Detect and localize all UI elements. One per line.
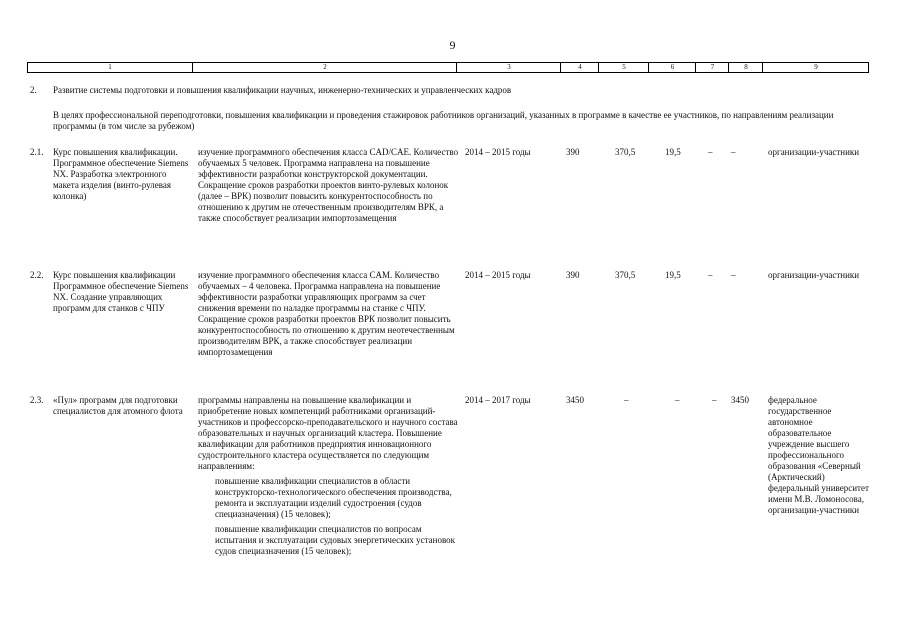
row-value-6: – — [675, 395, 680, 405]
row-value-8: – — [731, 270, 736, 280]
row-value-6: 19,5 — [665, 147, 681, 157]
row-period: 2014 – 2017 годы — [465, 395, 531, 405]
section-intro: В целях профессиональной переподготовки, повышения квалификации и проведения стажировок работников организаций, указанных в программе в качестве ее участников, по направлениям реализации программы (в том числе за рубежом) — [53, 110, 834, 131]
column-number-1: 1 — [108, 63, 112, 71]
row-value-7: – — [708, 147, 713, 157]
row-number: 2.1. — [30, 147, 44, 157]
row-executors: организации-участники — [768, 147, 860, 157]
section-title: Развитие системы подготовки и повышения квалификации научных, инженерно-технических и управленческих кадров — [53, 85, 512, 95]
row-value-6: 19,5 — [665, 270, 681, 280]
row-value-total: 390 — [566, 270, 580, 280]
column-number-9: 9 — [762, 63, 869, 72]
row-executors: федеральное государственное автономное образовательное учреждение высшего профессионального образования «Северный (Арктический) федеральный университет имени М.В. Ломоносова, организации-участники — [768, 395, 869, 515]
row-number: 2.3. — [30, 395, 44, 405]
column-number-7: 7 — [695, 63, 729, 72]
column-number-8: 8 — [728, 63, 763, 72]
column-number-5: 5 — [598, 63, 649, 72]
column-number-6: 6 — [648, 63, 696, 72]
row-description: изучение программного обеспечения класса CAM. Количество обучаемых – 4 человека. Программа направлена на повышение эффективности разработки управляющих программ за счет снижения времени по наладке программы на станке с ЧПУ. Сокращение сроков разработки проектов ВРК позволит повысить конкурентоспособность по отношению к другим неотечественным производителям ВРК, а также способствует реализации импортозамещения — [198, 270, 455, 357]
row-sub-item: повышение квалификации специалистов по вопросам испытания и эксплуатации судовых энергетических установок судов специазначения (15 человек); — [215, 524, 456, 556]
row-sub-item: повышение квалификации специалистов в области конструкторско-технологического обеспечения производства, ремонта и эксплуатации изделий судостроения (судов специазначения) (15 человек); — [215, 476, 452, 519]
column-number-row — [27, 62, 869, 73]
row-value-8: 3450 — [731, 395, 749, 405]
row-description: изучение программного обеспечения класса CAD/CAE. Количество обучаемых 5 человек. Программа направлена на повышение эффективности разработки конструкторской документации. Сокращение сроков разработки проектов винто-рулевых колонок (далее – ВРК) позволит повысить конкурентоспособность по отношению к другим не отечественным производителям ВРК, а также способствует реализации импортозамещения — [198, 147, 459, 223]
row-number: 2.2. — [30, 270, 44, 280]
row-period: 2014 – 2015 годы — [465, 270, 531, 280]
page-number: 9 — [449, 38, 456, 52]
row-name: Курс повышения квалификации. Программное обеспечение Siemens NX. Разработка электронного макета изделия (винто-рулевая колонка) — [53, 147, 189, 201]
row-value-total: 3450 — [566, 395, 584, 405]
row-description: программы направлены на повышение квалификации и приобретение новых компетенций работниками организаций-участников и профессорско-преподавательского и научного состава образовательных и научных организаций кластера. Повышение квалификации для работников предприятия инновационного судостроительного кластера осуществляется по следующим направлениям: — [198, 395, 458, 471]
row-value-5: – — [624, 395, 629, 405]
row-value-5: 370,5 — [615, 147, 636, 157]
row-executors: организации-участники — [768, 270, 860, 280]
row-value-5: 370,5 — [615, 270, 636, 280]
row-period: 2014 – 2015 годы — [465, 147, 531, 157]
row-description-block — [198, 395, 460, 557]
column-number-2: 2 — [192, 63, 457, 72]
row-name: «Пул» программ для подготовки специалистов для атомного флота — [53, 395, 183, 416]
row-value-8: – — [731, 147, 736, 157]
row-value-7: – — [712, 395, 717, 405]
row-value-7: – — [708, 270, 713, 280]
section-number: 2. — [30, 85, 37, 95]
row-name: Курс повышения квалификации Программное обеспечение Siemens NX. Создание управляющих программ для станков с ЧПУ — [53, 270, 189, 313]
row-value-total: 390 — [566, 147, 580, 157]
column-number-3: 3 — [456, 63, 561, 72]
column-number-4: 4 — [560, 63, 599, 72]
